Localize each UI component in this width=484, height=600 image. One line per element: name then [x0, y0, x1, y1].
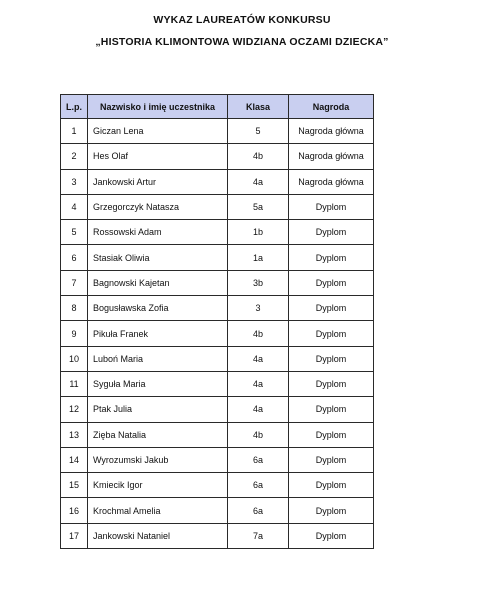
cell-class: 4b	[228, 321, 289, 346]
cell-name: Jankowski Nataniel	[88, 523, 228, 548]
cell-class: 4b	[228, 144, 289, 169]
table-row	[61, 169, 374, 194]
cell-lp: 15	[61, 473, 88, 498]
cell-name: Ptak Julia	[88, 397, 228, 422]
cell-lp: 7	[61, 270, 88, 295]
cell-class: 5	[228, 119, 289, 144]
cell-name: Rossowski Adam	[88, 220, 228, 245]
cell-name: Giczan Lena	[88, 119, 228, 144]
cell-name: Krochmal Amelia	[88, 498, 228, 523]
cell-name: Wyrozumski Jakub	[88, 447, 228, 472]
cell-name: Syguła Maria	[88, 371, 228, 396]
table-row	[61, 245, 374, 270]
table-row	[61, 194, 374, 219]
document-title: WYKAZ LAUREATÓW KONKURSU	[153, 14, 331, 26]
cell-award: Dyplom	[289, 346, 374, 371]
cell-lp: 6	[61, 245, 88, 270]
cell-award: Dyplom	[289, 447, 374, 472]
table-row	[61, 498, 374, 523]
table-row	[61, 220, 374, 245]
cell-award: Dyplom	[289, 321, 374, 346]
table-row	[61, 473, 374, 498]
cell-class: 1b	[228, 220, 289, 245]
cell-lp: 17	[61, 523, 88, 548]
table-row	[61, 270, 374, 295]
cell-award: Dyplom	[289, 371, 374, 396]
table-row	[61, 144, 374, 169]
column-header-name: Nazwisko i imię uczestnika	[88, 95, 228, 119]
cell-award: Dyplom	[289, 296, 374, 321]
cell-class: 7a	[228, 523, 289, 548]
cell-lp: 5	[61, 220, 88, 245]
column-header-award: Nagroda	[289, 95, 374, 119]
cell-lp: 13	[61, 422, 88, 447]
cell-award: Dyplom	[289, 270, 374, 295]
cell-lp: 11	[61, 371, 88, 396]
cell-name: Luboń Maria	[88, 346, 228, 371]
cell-class: 4a	[228, 169, 289, 194]
cell-award: Nagroda główna	[289, 169, 374, 194]
cell-award: Nagroda główna	[289, 119, 374, 144]
column-header-lp: L.p.	[61, 95, 88, 119]
cell-class: 5a	[228, 194, 289, 219]
cell-award: Nagroda główna	[289, 144, 374, 169]
cell-lp: 12	[61, 397, 88, 422]
cell-lp: 16	[61, 498, 88, 523]
cell-class: 6a	[228, 447, 289, 472]
cell-class: 3	[228, 296, 289, 321]
cell-name: Bogusławska Zofia	[88, 296, 228, 321]
cell-award: Dyplom	[289, 220, 374, 245]
cell-lp: 3	[61, 169, 88, 194]
table-row	[61, 523, 374, 548]
cell-name: Stasiak Oliwia	[88, 245, 228, 270]
cell-class: 3b	[228, 270, 289, 295]
cell-lp: 1	[61, 119, 88, 144]
table-row	[61, 371, 374, 396]
cell-name: Pikuła Franek	[88, 321, 228, 346]
document-subtitle: „HISTORIA KLIMONTOWA WIDZIANA OCZAMI DZIECKA”	[95, 36, 389, 48]
table-row	[61, 321, 374, 346]
cell-award: Dyplom	[289, 498, 374, 523]
cell-award: Dyplom	[289, 422, 374, 447]
cell-award: Dyplom	[289, 397, 374, 422]
table-row	[61, 397, 374, 422]
cell-lp: 4	[61, 194, 88, 219]
cell-name: Jankowski Artur	[88, 169, 228, 194]
cell-award: Dyplom	[289, 194, 374, 219]
table-row	[61, 447, 374, 472]
cell-lp: 10	[61, 346, 88, 371]
table-row	[61, 119, 374, 144]
cell-award: Dyplom	[289, 245, 374, 270]
cell-class: 4b	[228, 422, 289, 447]
cell-class: 6a	[228, 473, 289, 498]
cell-class: 4a	[228, 397, 289, 422]
cell-lp: 8	[61, 296, 88, 321]
cell-award: Dyplom	[289, 523, 374, 548]
cell-lp: 14	[61, 447, 88, 472]
cell-class: 4a	[228, 371, 289, 396]
cell-lp: 2	[61, 144, 88, 169]
cell-name: Hes Olaf	[88, 144, 228, 169]
table-header-row	[61, 95, 374, 119]
cell-class: 4a	[228, 346, 289, 371]
cell-award: Dyplom	[289, 473, 374, 498]
cell-lp: 9	[61, 321, 88, 346]
cell-name: Grzegorczyk Natasza	[88, 194, 228, 219]
cell-name: Kmiecik Igor	[88, 473, 228, 498]
laureates-table	[60, 94, 374, 549]
table-row	[61, 346, 374, 371]
column-header-class: Klasa	[228, 95, 289, 119]
table-row	[61, 296, 374, 321]
cell-class: 6a	[228, 498, 289, 523]
cell-name: Zięba Natalia	[88, 422, 228, 447]
table-row	[61, 422, 374, 447]
cell-class: 1a	[228, 245, 289, 270]
cell-name: Bagnowski Kajetan	[88, 270, 228, 295]
